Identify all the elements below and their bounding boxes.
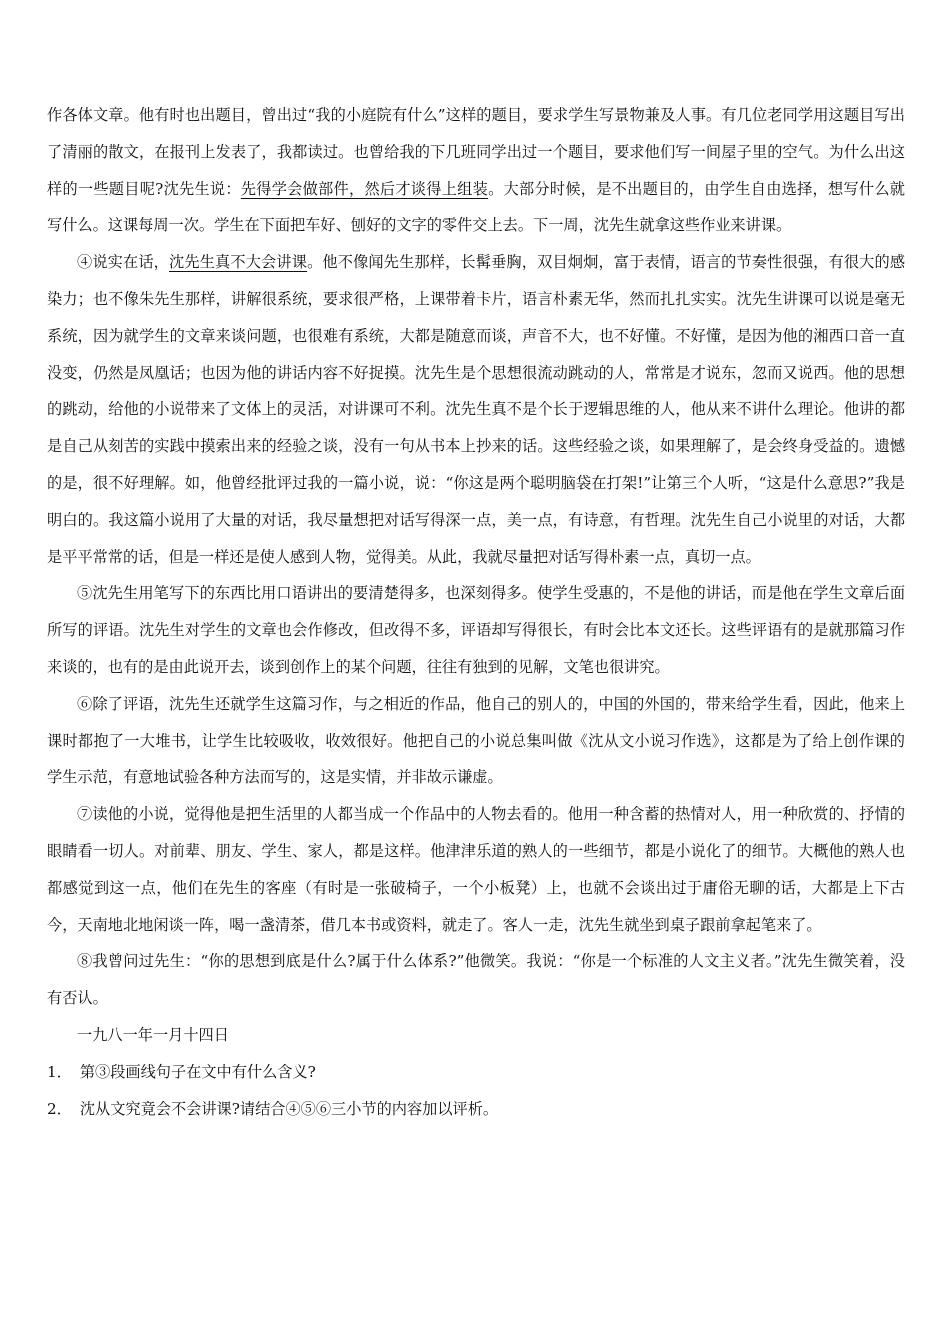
question-2: [47, 1091, 905, 1128]
paragraph-4-text-b: 。他不像闻先生那样，长髯垂胸，双目炯炯，富于表情，语言的节奏性很强，有很大的感染力；也不像朱先生那样，讲解很系统，要求很严格，上课带着卡片，语言朴素无华，然而扎扎实实。沈先生讲课可以说是毫无系统，因为就学生的文章来谈问题，也很难有系统，大都是随意而谈，声音不大，也不好懂。不好懂，是因为他的湘西口音一直没变，仍然是凤凰话；也因为他的讲话内容不好捉摸。沈先生是个思想很流动跳动的人，常常是才说东，忽而又说西。他的思想的跳动，给他的小说带来了文体上的灵活，对讲课可不利。沈先生真不是个长于逻辑思维的人，他从来不讲什么理论。他讲的都是自己从刻苦的实践中摸索出来的经验之谈，没有一句从书本上抄来的话。这些经验之谈，如果理解了，是会终身受益的。遗憾的是，很不好理解。如，他曾经批评过我的一篇小说，说：“你这是两个聪明脑袋在打架!”让第三个人听，“这是什么意思?”我是明白的。我这篇小说用了大量的对话，我尽量想把对话写得深一点，美一点，有诗意，有哲理。沈先生自己小说里的对话，大都是平平常常的话，但是一样还是使人感到人物，觉得美。从此，我就尽量把对话写得朴素一点，真切一点。: [47, 253, 906, 566]
underlined-sentence-3: 先得学会做部件，然后才谈得上组装: [240, 179, 489, 198]
paragraph-3-text-b: 。大部分时候，是不出题目的，由学生自由选择，想写什么就写什么。这课每周一次。学生在下面把车好、刨好的文字的零件交上去。下一周，沈先生就拿这些作业来讲课。: [47, 179, 905, 235]
question-1: [47, 1054, 905, 1091]
paragraph-3-text-a: 作各体文章。他有时也出题目，曾出过“我的小庭院有什么”这样的题目，要求学生写景物兼及人事。有几位老同学用这题目写出了清丽的散文，在报刊上发表了，我都读过。也曾给我的下几班同学出过一个题目，要求他们写一间屋子里的空气。为什么出这样的一些题目呢?沈先生说：: [47, 106, 905, 198]
question-1-text: 第③段画线句子在文中有什么含义?: [79, 1062, 316, 1081]
paragraph-4: [47, 244, 905, 575]
paragraph-5: ⑤沈先生用笔写下的东西比用口语讲出的要清楚得多，也深刻得多。使学生受惠的，不是他的讲话，而是他在学生文章后面所写的评语。沈先生对学生的文章也会作修改，但改得不多，评语却写得很长，有时会比本文还长。这些评语有的是就那篇习作来谈的，也有的是由此说开去，谈到创作上的某个问题，往往有独到的见解，文笔也很讲究。: [47, 584, 905, 676]
question-2-number: 2．: [47, 1099, 72, 1118]
question-2-text: 沈从文究竟会不会讲课?请结合④⑤⑥三小节的内容加以评析。: [79, 1099, 499, 1118]
question-1-number: 1．: [47, 1062, 72, 1081]
paragraph-8: ⑧我曾问过先生：“你的思想到底是什么?属于什么体系?”他微笑。我说：“你是一个标准的人文主义者。”沈先生微笑着，没有否认。: [47, 952, 905, 1008]
underlined-sentence-4: 沈先生真不大会讲课: [169, 253, 308, 272]
article-date: 一九八一年一月十四日: [77, 1025, 229, 1044]
paragraph-7: ⑦读他的小说，觉得他是把生活里的人都当成一个作品中的人物去看的。他用一种含蓄的热情对人，用一种欣赏的、抒情的眼睛看一切人。对前辈、朋友、学生、家人，都是这样。他津津乐道的熟人的一些细节，都是小说化了的细节。大概他的熟人也都感觉到这一点，他们在先生的客座（有时是一张破椅子，一个小板凳）上，也就不会谈出过于庸俗无聊的话，大都是上下古今，天南地北地闲谈一阵，喝一盏清茶，借几本书或资料，就走了。客人一走，沈先生就坐到桌子跟前拿起笔来了。: [47, 805, 905, 934]
paragraph-4-text-a: ④说实在话，: [77, 253, 170, 272]
paragraph-3-continued: [47, 97, 905, 244]
paragraph-6: ⑥除了评语，沈先生还就学生这篇习作，与之相近的作品，他自己的别人的，中国的外国的，带来给学生看，因此，他来上课时都抱了一大堆书，让学生比较吸收，收效很好。他把自己的小说总集叫做《沈从文小说习作选》，这都是为了给上创作课的学生示范，有意地试验各种方法而写的，这是实情，并非故示谦虚。: [47, 694, 905, 787]
